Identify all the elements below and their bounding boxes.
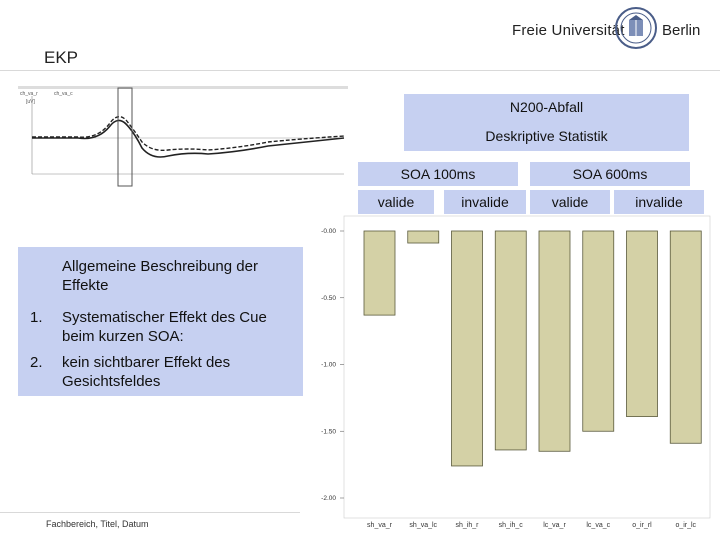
soa-100-header: SOA 100ms — [358, 162, 518, 186]
item-number: 2. — [30, 354, 43, 371]
validity-header: valide — [530, 190, 610, 214]
erp-legend-2: ch_va_c — [54, 91, 73, 97]
description-heading: Allgemeine Beschreibung der Effekte — [62, 258, 258, 294]
y-tick-label: -0.50 — [321, 294, 336, 302]
y-tick-label: -0.00 — [321, 228, 336, 235]
erp-unit: [uV] — [26, 99, 35, 105]
x-category-label: sh_ih_r — [455, 522, 479, 529]
statistics-title-box — [404, 94, 689, 151]
item-text: kein sichtbarer Effekt des Gesichtsfeldes — [62, 354, 231, 390]
item-text: Systematischer Effekt des Cue beim kurzen SOA: — [62, 309, 267, 345]
stats-subtitle: Deskriptive Statistik — [485, 128, 608, 144]
footer-divider — [0, 512, 300, 513]
stats-title: N200-Abfall — [509, 99, 584, 115]
footer-text: Fachbereich, Titel, Datum — [46, 519, 149, 529]
erp-legend-1: ch_va_r — [20, 91, 38, 97]
y-tick-label: -2.00 — [321, 495, 336, 502]
university-name: Freie Universität — [512, 22, 625, 39]
bar-o_ir_rl — [627, 231, 658, 417]
x-category-label: o_ir_lc — [675, 522, 697, 529]
city-name: Berlin — [662, 22, 701, 39]
validity-header: valide — [358, 190, 434, 214]
x-category-label: sh_ih_c — [498, 522, 523, 529]
x-category-label: o_ir_rl — [632, 522, 652, 529]
erp-waveform-plot — [18, 86, 348, 188]
title-divider — [0, 70, 720, 71]
bar-lc_va_c — [583, 231, 614, 431]
description-box — [18, 247, 303, 396]
y-tick-label: -1.00 — [321, 361, 336, 369]
y-tick-label: -1.50 — [321, 428, 336, 436]
x-category-label: lc_va_r — [543, 522, 566, 529]
validity-header: invalide — [614, 190, 704, 214]
bar-sh_ih_r — [452, 231, 483, 466]
bar-sh_va_lc — [408, 231, 439, 243]
slide-title: EKP — [44, 48, 79, 67]
soa-600-header: SOA 600ms — [530, 162, 690, 186]
bar-sh_va_r — [364, 231, 395, 315]
x-category-label: lc_va_c — [586, 522, 611, 529]
item-number: 1. — [30, 309, 43, 326]
x-category-label: sh_va_lc — [409, 522, 438, 529]
x-category-label: sh_va_r — [367, 522, 392, 529]
n200-bar-chart — [296, 212, 716, 540]
bar-sh_ih_c — [495, 231, 526, 450]
university-seal-icon — [614, 6, 658, 50]
bar-o_ir_lc — [670, 231, 701, 443]
validity-header: invalide — [444, 190, 526, 214]
bar-lc_va_r — [539, 231, 570, 451]
